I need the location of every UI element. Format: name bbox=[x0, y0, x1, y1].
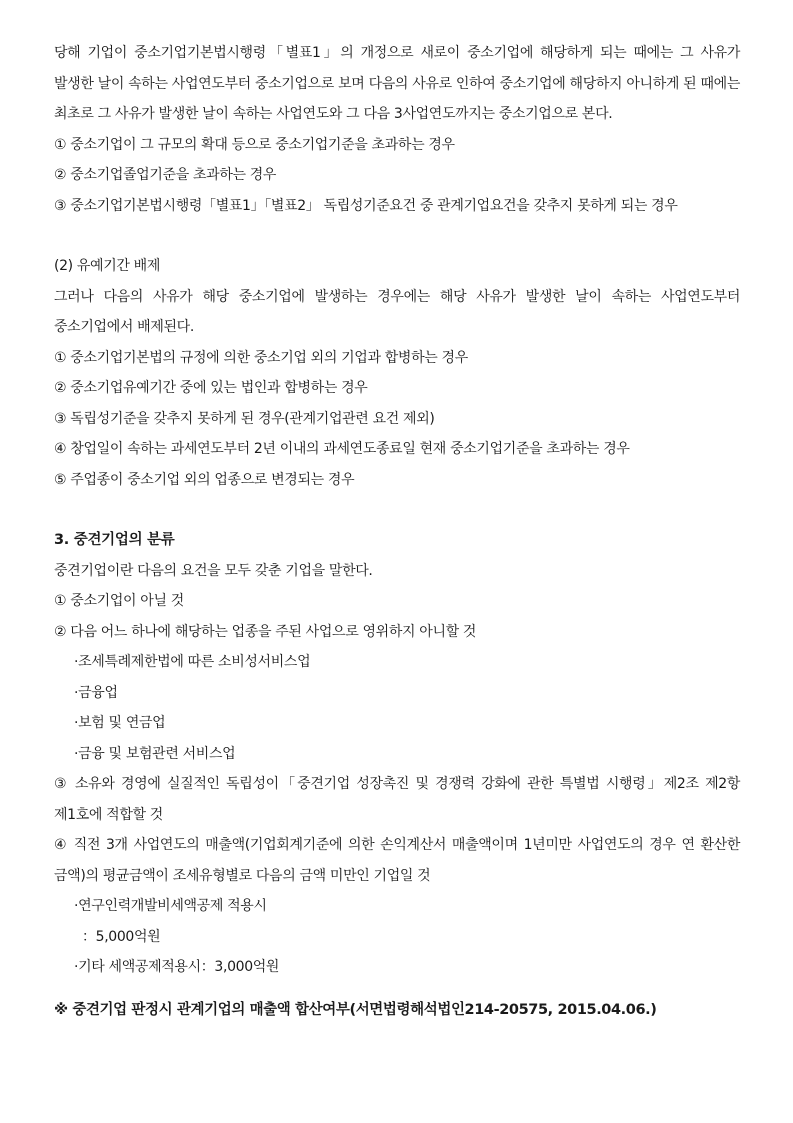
section2-item-4: ④ 창업일이 속하는 과세연도부터 2년 이내의 과세연도종료일 현재 중소기업기준을 초과하는 경우 bbox=[54, 441, 630, 457]
spacer bbox=[54, 221, 740, 251]
section3-item-2-sub-3: ·보험 및 연금업 bbox=[74, 715, 166, 731]
section1-item-2: ② 중소기업졸업기준을 초과하는 경우 bbox=[54, 167, 277, 183]
section3-item-4: ④ 직전 3개 사업연도의 매출액(기업회계기준에 의한 손익계산서 매출액이며 1년미만 사업연도의 경우 연 환산한 금액)의 평균금액이 조세유형별로 다음의 금액 미만인 기업일 것 bbox=[54, 837, 740, 884]
section2-intro: 그러나 다음의 사유가 해당 중소기업에 발생하는 경우에는 해당 사유가 발생한 날이 속하는 사업연도부터 중소기업에서 배제된다. bbox=[54, 288, 740, 335]
section2-item-5: ⑤ 주업종이 중소기업 외의 업종으로 변경되는 경우 bbox=[54, 471, 355, 488]
section1-intro: 당해 기업이 중소기업기본법시행령「별표1」의 개정으로 새로이 중소기업에 해당하게 되는 때에는 그 사유가 발생한 날이 속하는 사업연도부터 중소기업으로 보며 다음의 사유로 인하여 중소기업에 해당하지 아니하게 된 때에는 최초로 그 사유가 발생한 날이 속하는 사업연도와 그 다음 3사업연도까지는 중소기업으로 본다. bbox=[54, 45, 740, 122]
section3-item-4-sub-1: ·연구인력개발비세액공제 적용시 bbox=[74, 898, 267, 914]
section3-item-2-sub-2: ·금융업 bbox=[74, 684, 118, 701]
reference-note: ※ 중견기업 판정시 관계기업의 매출액 합산여부(서면법령해석법인214-20575, 2015.04.06.) bbox=[54, 1001, 657, 1018]
section3-item-3: ③ 소유와 경영에 실질적인 독립성이「중견기업 성장촉진 및 경쟁력 강화에 관한 특별법 시행령」제2조 제2항 제1호에 적합할 것 bbox=[54, 776, 740, 823]
section3-item-1: ① 중소기업이 아닐 것 bbox=[54, 593, 184, 609]
section2-item-1: ① 중소기업기본법의 규정에 의한 중소기업 외의 기업과 합병하는 경우 bbox=[54, 349, 468, 366]
section1-item-3: ③ 중소기업기본법시행령「별표1」「별표2」 독립성기준요건 중 관계기업요건을 갖추지 못하게 되는 경우 bbox=[54, 197, 678, 214]
spacer bbox=[54, 983, 740, 995]
section3-intro: 중견기업이란 다음의 요건을 모두 갖춘 기업을 말한다. bbox=[54, 562, 373, 579]
section3-item-2: ② 다음 어느 하나에 해당하는 업종을 주된 사업으로 영위하지 아니할 것 bbox=[54, 623, 477, 640]
section3-item-2-sub-4: ·금융 및 보험관련 서비스업 bbox=[74, 745, 236, 762]
section2-title: (2) 유예기간 배제 bbox=[54, 258, 161, 274]
section2-item-3: ③ 독립성기준을 갖추지 못하게 된 경우(관계기업관련 요건 제외) bbox=[54, 410, 435, 427]
section3-item-4-sub-2: ·기타 세액공제적용시：3,000억원 bbox=[74, 959, 280, 975]
spacer bbox=[54, 495, 740, 525]
section3-item-2-sub-1: ·조세특례제한법에 따른 소비성서비스업 bbox=[74, 654, 311, 670]
document-page bbox=[54, 38, 740, 1025]
section2-item-2: ② 중소기업유예기간 중에 있는 법인과 합병하는 경우 bbox=[54, 380, 368, 396]
section3-title: 3. 중견기업의 분류 bbox=[54, 532, 175, 548]
section1-item-1: ① 중소기업이 그 규모의 확대 등으로 중소기업기준을 초과하는 경우 bbox=[54, 136, 455, 153]
section3-item-4-sub-1-amount: ：5,000억원 bbox=[82, 928, 161, 945]
